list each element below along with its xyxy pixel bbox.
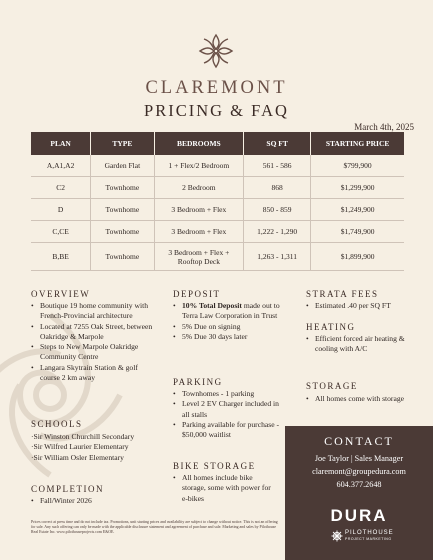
table-row [31, 177, 404, 199]
schools-heading: SCHOOLS [31, 419, 83, 429]
contact-phone-link[interactable]: 604.377.2648 [336, 480, 382, 489]
cell-price: $1,299,900 [311, 177, 404, 199]
pilothouse-wheel-icon [331, 530, 343, 542]
deposit-heading: DEPOSIT [173, 289, 221, 299]
list-item: ·Sir William Osler Elementary [31, 452, 124, 462]
cell-price: $1,749,900 [311, 221, 404, 243]
list-item: • Boutique 19 home community with French-Provincial architecture [31, 301, 153, 322]
list-item: • 5% Due 30 days later [173, 332, 285, 342]
cell-plan: B,BE [31, 243, 91, 271]
bike-storage-heading: BIKE STORAGE [173, 461, 256, 471]
parking-heading: PARKING [173, 377, 223, 387]
contact-name: Joe Taylor | Sales Manager [314, 454, 404, 463]
list-item: • All homes include bike storage, some with power for e-bikes [173, 473, 278, 504]
overview-heading: OVERVIEW [31, 289, 91, 299]
disclaimer: Prices correct at press time and do not include tax. Promotions, unit starting prices and availability are subject to change without notice. This is not an offering for sale. Any such offering can only be made with the applicable disclosure statement and agreement of purchase and sale. Marketing and sales by Pilothouse Real Estate Inc. www.pilothouseprojects.com E&OE. [31, 520, 278, 534]
cell-sqft: 1,222 - 1,290 [244, 221, 311, 243]
pilothouse-logo: PILOTHOUSE [345, 530, 394, 536]
list-item: • 5% Due on signing [173, 322, 285, 332]
list-item: • Langara Skytrain Station & golf course 2 km away [31, 363, 153, 384]
pricing-table [31, 132, 404, 271]
cell-bedrooms: 3 Bedroom + Flex [154, 221, 244, 243]
dura-logo: DURA [330, 506, 388, 525]
storage-heading: STORAGE [306, 381, 358, 391]
contact-email-link[interactable]: claremont@groupedura.com [312, 467, 406, 476]
cell-bedrooms: 3 Bedroom + Flex [154, 199, 244, 221]
strata-fees-list [306, 301, 421, 311]
deposit-list [173, 301, 285, 342]
cell-price: $1,249,900 [311, 199, 404, 221]
table-row [31, 221, 404, 243]
schools-list [31, 432, 171, 463]
parking-list [173, 389, 285, 440]
cell-type: Townhome [91, 199, 154, 221]
heating-list [306, 334, 414, 355]
contact-heading: CONTACT [324, 434, 394, 448]
cell-sqft: 850 - 859 [244, 199, 311, 221]
deposit-highlight: 10% Total Deposit [182, 301, 242, 310]
list-item: • Level 2 EV Charger included in all stalls [173, 399, 285, 420]
list-item: • Steps to New Marpole Oakridge Community Centre [31, 342, 153, 363]
column-header-sqft: SQ FT [244, 132, 311, 155]
table-row [31, 155, 404, 177]
list-item: ·Sir Winston Churchill Secondary [31, 432, 135, 441]
list-item: • Parking available for purchase - $50,000 waitlist [173, 420, 285, 441]
cell-plan: D [31, 199, 91, 221]
heating-heading: HEATING [306, 322, 356, 332]
completion-list [31, 496, 153, 506]
cell-price: $799,900 [311, 155, 404, 177]
column-header-bedrooms: BEDROOMS [154, 132, 244, 155]
column-header-starting-price: STARTING PRICE [311, 132, 404, 155]
brand-title: CLAREMONT [145, 78, 288, 98]
list-item: ·Sir Wilfred Laurier Elementary [31, 442, 129, 452]
cell-bedrooms: 1 + Flex/2 Bedroom [154, 155, 244, 177]
list-item [173, 301, 285, 322]
cell-plan: C2 [31, 177, 91, 199]
deposit-text: made out to Terra Law Corporation in Trust [182, 301, 280, 321]
list-item: • Fall/Winter 2026 [31, 496, 153, 506]
list-item: • Townhomes - 1 parking [173, 389, 285, 399]
list-item: • Efficient forced air heating & cooling with A/C [306, 334, 414, 355]
list-item: • Located at 7255 Oak Street, between Oakridge & Marpole [31, 322, 153, 343]
table-row [31, 199, 404, 221]
cell-price: $1,899,900 [311, 243, 404, 271]
claremont-emblem-icon [196, 31, 236, 71]
completion-heading: COMPLETION [31, 484, 104, 494]
cell-type: Townhome [91, 243, 154, 271]
cell-type: Townhome [91, 177, 154, 199]
list-item: • All homes come with storage [306, 394, 406, 404]
cell-plan: C,CE [31, 221, 91, 243]
overview-list [31, 301, 153, 383]
column-header-type: TYPE [91, 132, 154, 155]
date-label: March 4th, 2025 [354, 122, 414, 132]
cell-bedrooms: 3 Bedroom + Flex + Rooftop Deck [154, 243, 244, 271]
cell-sqft: 1,263 - 1,311 [244, 243, 311, 271]
table-row [31, 243, 404, 271]
page-title: PRICING & FAQ [144, 101, 289, 120]
storage-list [306, 394, 406, 404]
table-header-row [31, 132, 404, 155]
cell-sqft: 868 [244, 177, 311, 199]
column-header-plan: PLAN [31, 132, 91, 155]
contact-panel [285, 426, 433, 560]
cell-type: Garden Flat [91, 155, 154, 177]
list-item: • Estimated .40 per SQ FT [306, 301, 421, 311]
cell-type: Townhome [91, 221, 154, 243]
strata-fees-heading: STRATA FEES [306, 289, 379, 299]
bike-storage-list [173, 473, 278, 504]
cell-sqft: 561 - 586 [244, 155, 311, 177]
cell-plan: A,A1,A2 [31, 155, 91, 177]
pilothouse-tagline: PROJECT MARKETING [345, 537, 392, 541]
cell-bedrooms: 2 Bedroom [154, 177, 244, 199]
